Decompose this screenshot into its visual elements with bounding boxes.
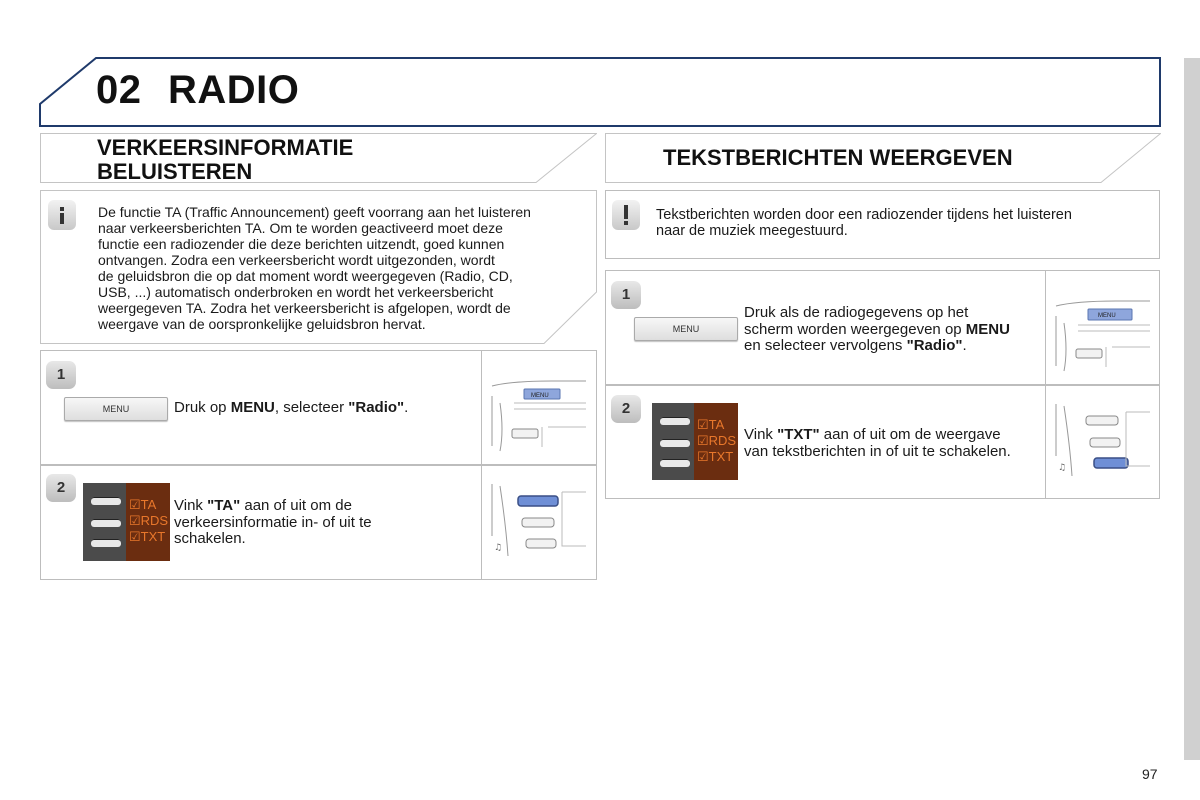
left-step2-text: Vink "TA" aan of uit om de verkeersinformatie in- of uit te schakelen. [174,497,372,547]
right-step1-badge: 1 [611,281,641,309]
right-step2-text: Vink "TXT" aan of uit om de weergave van tekstberichten in of uit te schakelen. [744,426,1011,460]
chapter-title: RADIO [168,68,300,112]
info-text: De functie TA (Traffic Announcement) geeft voorrang aan het luisteren naar verkeersberichten TA. Om te worden geactiveerd moet deze functie een radiozender die deze berichten uitzendt, goed kunnen ontvangen. Zodra een verkeersbericht wordt uitgezonden, wordt de geluidsbron die op dat moment wordt weergegeven (Radio, CD, USB, ...) automatisch onderbroken en wordt het verkeersbericht weergegeven TA. Zodra het verkeersbericht is afgelopen, wordt de weergave van de oorspronkelijke geluidsbron hervat. [98,204,531,332]
warning-text: Tekstberichten worden door een radiozender tijdens het luisteren naar de muziek meegestuurd. [656,207,1072,239]
svg-text:♫: ♫ [494,543,503,553]
left-step2-badge: 2 [46,474,76,502]
side-tab-bar [1184,58,1200,760]
left-step1-text: Druk op MENU, selecteer "Radio". [174,399,409,416]
right-step2-screen [652,403,738,480]
left-step1-screen-label: MENU [531,393,549,399]
right-option-ta: ☑TA [697,417,725,432]
chapter-number: 02 [96,68,142,112]
right-option-txt: ☑TXT [697,449,734,464]
right-step2-image [1045,385,1160,499]
right-step1-image [1045,270,1160,385]
exclamation-icon [612,200,640,230]
left-option-rds: ☑RDS [129,513,169,528]
right-heading: TEKSTBERICHTEN WEERGEVEN [663,145,1013,170]
left-heading-line2: BELUISTEREN [97,159,253,184]
left-step1-badge: 1 [46,361,76,389]
left-step2-image [481,465,597,580]
right-menu-button: MENU [634,317,738,341]
info-icon [48,200,76,230]
left-option-txt: ☑TXT [129,529,166,544]
left-heading-line1: VERKEERSINFORMATIE [97,135,354,160]
right-step1-screen-label: MENU [1098,313,1116,319]
right-option-rds: ☑RDS [697,433,737,448]
left-step1-image [481,350,597,465]
page-number: 97 [1142,766,1158,782]
left-step2-screen [83,483,170,561]
right-step2-badge: 2 [611,395,641,423]
left-menu-button: MENU [64,397,168,421]
right-step1-text: Druk als de radiogegevens op het scherm worden weergegeven op MENU en selecteer vervolgens "Radio". [744,304,1010,354]
left-option-ta: ☑TA [129,497,157,512]
svg-text:♫: ♫ [1058,463,1067,473]
